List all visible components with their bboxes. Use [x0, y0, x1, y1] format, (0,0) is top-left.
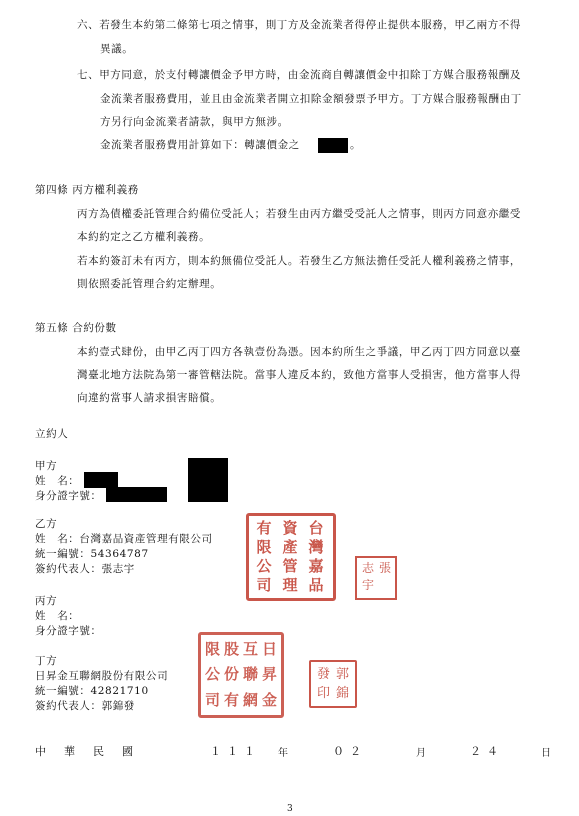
seal-char: 理	[282, 576, 298, 594]
party-d-label: 丁方	[35, 655, 58, 667]
seal-char: 金	[261, 690, 277, 709]
party-d-company-seal	[198, 632, 284, 718]
seal-char: 品	[308, 576, 324, 594]
party-b-tax-id: 統一編號：54364787	[35, 548, 149, 560]
seal-char: 張	[378, 561, 391, 575]
party-a-signature-redaction	[188, 458, 228, 502]
seal-char: 嘉	[308, 557, 324, 575]
seal-char: 郭	[335, 667, 349, 682]
clause-6-line-2: 異議。	[100, 43, 134, 55]
seal-char: 限	[256, 538, 272, 556]
seal-char: 司	[204, 690, 220, 709]
party-c-label: 丙方	[35, 595, 58, 607]
seal-char: 日	[261, 640, 277, 658]
party-d-rep-seal-characters	[314, 665, 352, 703]
clause-7-line-4-end: 。	[350, 139, 362, 151]
date-month: ０２	[333, 745, 367, 758]
article-5-line-1: 本約壹式肆份，由甲乙丙丁四方各執壹份為憑。因本約所生之爭議，甲乙丙丁四方同意以臺	[77, 346, 521, 358]
article-5-heading: 第五條 合約份數	[35, 322, 117, 334]
date-month-unit: 月	[416, 748, 426, 759]
date-day: ２４	[470, 745, 504, 758]
signatories-heading: 立約人	[35, 428, 69, 440]
article-5-line-3: 向違約當事人請求損害賠償。	[77, 392, 222, 404]
party-a-name-redaction	[84, 472, 118, 488]
party-a-label: 甲方	[35, 460, 58, 472]
seal-char: 司	[256, 576, 272, 594]
clause-7-line-4: 金流業者服務費用計算如下：轉讓價金之	[100, 139, 300, 151]
date-char: 國	[122, 745, 133, 758]
seal-char: 股	[223, 640, 239, 658]
clause-7-line-2: 金流業者服務費用，並且由金流業者開立扣除金額發票予甲方。丁方媒合服務報酬由丁	[100, 93, 522, 105]
article-4-p2-line-1: 若本約簽訂未有丙方，則本約無備位受託人。若發生乙方無法擔任受託人權利義務之情事，	[77, 255, 521, 267]
date-day-unit: 日	[541, 748, 551, 759]
party-d-representative: 簽約代表人：郭錦發	[35, 700, 135, 712]
party-b-representative: 簽約代表人：張志宇	[35, 563, 135, 575]
article-4-p1-line-2: 本約約定之乙方權利義務。	[77, 231, 211, 243]
seal-char: 台	[308, 519, 324, 537]
clause-7-line-1: 七、甲方同意，於支付轉讓價金予甲方時，由金流商自轉讓價金中扣除丁方媒合服務報酬及	[77, 69, 521, 81]
date-year-unit: 年	[278, 748, 288, 759]
seal-char: 灣	[308, 538, 324, 556]
seal-char: 聯	[242, 665, 258, 684]
party-a-name-label: 姓 名：	[35, 475, 80, 487]
party-c-name-label: 姓 名：	[35, 610, 80, 622]
date-year: １１１	[210, 745, 261, 758]
seal-char: 印	[316, 686, 330, 701]
clause-6-line-1: 六、若發生本約第二條第七項之情事，則丁方及金流業者得停止提供本服務，甲乙兩方不得	[77, 19, 521, 31]
seal-char: 有	[223, 690, 239, 709]
seal-char: 產	[282, 538, 298, 556]
date-char: 華	[64, 745, 75, 758]
party-d-tax-id: 統一編號：42821710	[35, 685, 149, 697]
date-char: 民	[93, 745, 104, 758]
seal-char: 公	[256, 557, 272, 575]
party-b-label: 乙方	[35, 518, 58, 530]
party-a-id-label: 身分證字號：	[35, 490, 102, 502]
date-char: 中	[35, 745, 46, 758]
seal-char: 公	[204, 665, 220, 684]
party-d-name: 日昇金互聯網股份有限公司	[35, 670, 169, 682]
seal-char: 管	[282, 557, 298, 575]
party-a-id-redaction	[106, 487, 167, 502]
article-4-p1-line-1: 丙方為債權委託管理合約備位受託人；若發生由丙方繼受受託人之情事，則丙方同意亦繼受	[77, 208, 521, 220]
seal-char: 有	[256, 519, 272, 537]
seal-char: 互	[242, 640, 258, 658]
seal-char: 網	[242, 690, 258, 709]
party-b-company-seal	[246, 513, 336, 601]
seal-char: 發	[316, 667, 330, 682]
article-4-p2-line-2: 則依照委託管理合約定辦理。	[77, 278, 222, 290]
article-5-line-2: 灣臺北地方法院為第一審管轄法院。當事人違反本約，致他方當事人受損害，他方當事人得	[77, 369, 521, 381]
party-b-seal-characters	[251, 519, 329, 595]
page-number: 3	[287, 804, 294, 814]
party-d-seal-characters	[203, 637, 279, 713]
article-4-heading: 第四條 丙方權利義務	[35, 184, 139, 196]
clause-7-line-3: 方另行向金流業者請款，與甲方無涉。	[100, 116, 289, 128]
seal-char: 錦	[335, 686, 349, 701]
seal-char: 限	[204, 640, 220, 658]
party-d-representative-seal	[309, 660, 357, 708]
party-b-representative-seal	[355, 556, 397, 600]
seal-char: 資	[282, 519, 298, 537]
redaction-box	[318, 138, 348, 153]
party-b-name: 姓 名：台灣嘉品資產管理有限公司	[35, 533, 213, 545]
seal-char: 份	[223, 665, 239, 684]
seal-char: 昇	[261, 665, 277, 684]
seal-char: 志 宇	[361, 561, 374, 592]
party-c-id-label: 身分證字號：	[35, 625, 102, 637]
